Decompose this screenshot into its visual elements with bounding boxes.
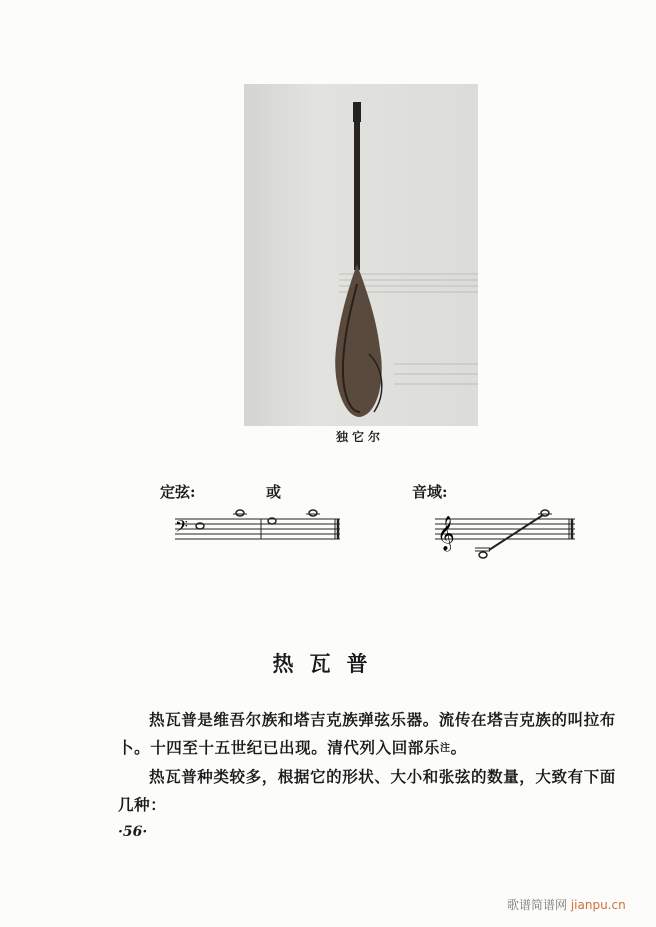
watermark-cn: 歌谱简谱网 (507, 898, 568, 912)
paragraph-1 (118, 706, 618, 763)
paragraph-1-text: 热瓦普是维吾尔族和塔吉克族弹弦乐器。流传在塔吉克族的叫拉布卜。十四至十五世纪已出现。清代列入回部乐 (118, 710, 616, 757)
dutar-illustration (244, 84, 478, 426)
range-label: 音域: (412, 483, 448, 501)
paragraph-1-end: 。 (450, 738, 467, 757)
note (309, 510, 317, 516)
note (236, 510, 244, 516)
range-staff (435, 505, 585, 560)
paragraph-2: 热瓦普种类较多，根据它的形状、大小和张弦的数量，大致有下面几种： (118, 767, 616, 814)
section-title: 热瓦普 (272, 651, 384, 676)
or-label: 或 (266, 483, 282, 501)
treble-clef-icon: 𝄞 (437, 516, 455, 551)
figure-caption: 独它尔 (335, 430, 384, 444)
note (479, 552, 487, 558)
note (541, 510, 549, 516)
tuning-label: 定弦: (160, 483, 196, 501)
bass-clef-icon: 𝄢 (175, 516, 188, 540)
watermark (507, 896, 626, 913)
page-number: ·56· (118, 824, 148, 840)
tuning-staff (175, 505, 345, 545)
instrument-photo (244, 84, 478, 426)
watermark-url: jianpu.cn (570, 898, 626, 912)
footnote-marker: 注 (440, 743, 451, 754)
